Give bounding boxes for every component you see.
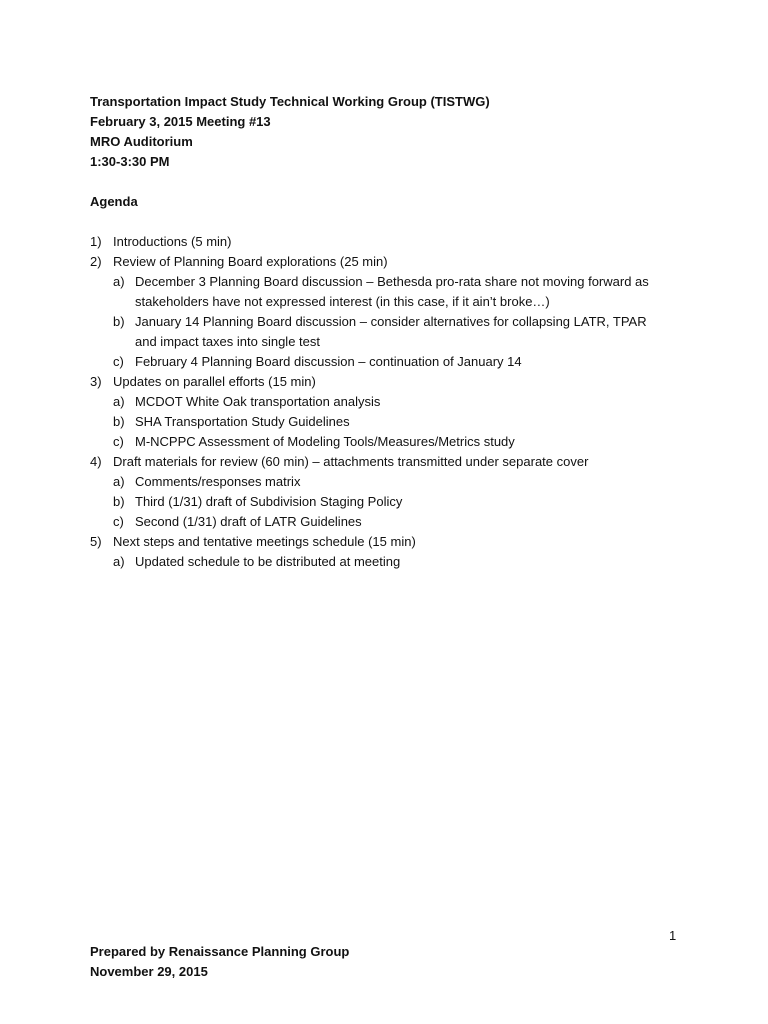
agenda-subitem: [113, 552, 650, 572]
agenda-subitem-text: January 14 Planning Board discussion – consider alternatives for collapsing LATR, TPAR and impact taxes into single test: [135, 314, 647, 349]
document-header: [90, 92, 490, 172]
prepared-by: Prepared by Renaissance Planning Group: [90, 944, 350, 959]
agenda-subitem-text: M-NCPPC Assessment of Modeling Tools/Measures/Metrics study: [135, 434, 515, 449]
agenda-subitem-letter: a): [113, 474, 125, 489]
agenda-item-text: Updates on parallel efforts (15 min): [113, 374, 316, 389]
agenda-subitem: [113, 392, 650, 412]
agenda-subitem-letter: c): [113, 434, 124, 449]
agenda-subitem-text: December 3 Planning Board discussion – Bethesda pro-rata share not moving forward as stakeholders have not expressed interest (in this case, if it ain’t broke…): [135, 274, 649, 309]
meeting-time: 1:30-3:30 PM: [90, 154, 170, 169]
meeting-date: February 3, 2015 Meeting #13: [90, 114, 271, 129]
agenda-subitem-text: February 4 Planning Board discussion – continuation of January 14: [135, 354, 522, 369]
agenda-subitem-text: Comments/responses matrix: [135, 474, 301, 489]
agenda-heading: Agenda: [90, 194, 138, 209]
agenda-subitem: [113, 432, 650, 452]
agenda-subitem-text: Third (1/31) draft of Subdivision Staging Policy: [135, 494, 403, 509]
agenda-item-number: 1): [90, 234, 102, 249]
agenda-subitem: [113, 272, 650, 312]
agenda-subitem-letter: a): [113, 394, 125, 409]
agenda-item: [90, 372, 650, 452]
agenda-subitem: [113, 512, 650, 532]
agenda-subitem-letter: a): [113, 274, 125, 289]
agenda-subitem: [113, 312, 650, 352]
agenda-item-text: Review of Planning Board explorations (25 min): [113, 254, 388, 269]
page-number: 1: [669, 928, 677, 943]
agenda-subitem-text: Updated schedule to be distributed at meeting: [135, 554, 401, 569]
agenda-list: [90, 232, 650, 572]
agenda-item: [90, 252, 650, 372]
agenda-subitem-letter: a): [113, 554, 125, 569]
agenda-item-number: 3): [90, 374, 102, 389]
agenda-subitem-text: SHA Transportation Study Guidelines: [135, 414, 350, 429]
agenda-item-text: Introductions (5 min): [113, 234, 232, 249]
agenda-item-text: Next steps and tentative meetings schedule (15 min): [113, 534, 416, 549]
agenda-subitem-text: MCDOT White Oak transportation analysis: [135, 394, 381, 409]
agenda-subitem: [113, 492, 650, 512]
agenda-subitem-letter: b): [113, 314, 125, 329]
agenda-sublist: [113, 392, 650, 452]
document-title: Transportation Impact Study Technical Working Group (TISTWG): [90, 94, 490, 109]
meeting-location: MRO Auditorium: [90, 134, 193, 149]
agenda-item: [90, 532, 650, 572]
agenda-item-number: 4): [90, 454, 102, 469]
agenda-subitem-letter: b): [113, 494, 125, 509]
agenda-subitem: [113, 472, 650, 492]
agenda-subitem-letter: c): [113, 514, 124, 529]
agenda-subitem-letter: c): [113, 354, 124, 369]
agenda-sublist: [113, 552, 650, 572]
agenda-item: [90, 452, 650, 532]
agenda-subitem-letter: b): [113, 414, 125, 429]
agenda-subitem-text: Second (1/31) draft of LATR Guidelines: [135, 514, 362, 529]
agenda-sublist: [113, 472, 650, 532]
agenda-item-number: 2): [90, 254, 102, 269]
agenda-sublist: [113, 272, 650, 372]
agenda-subitem: [113, 352, 650, 372]
document-footer: [90, 942, 349, 982]
footer-date: November 29, 2015: [90, 964, 208, 979]
agenda-subitem: [113, 412, 650, 432]
agenda-item-text: Draft materials for review (60 min) – attachments transmitted under separate cover: [113, 454, 589, 469]
agenda-item: [90, 232, 650, 252]
agenda-item-number: 5): [90, 534, 102, 549]
